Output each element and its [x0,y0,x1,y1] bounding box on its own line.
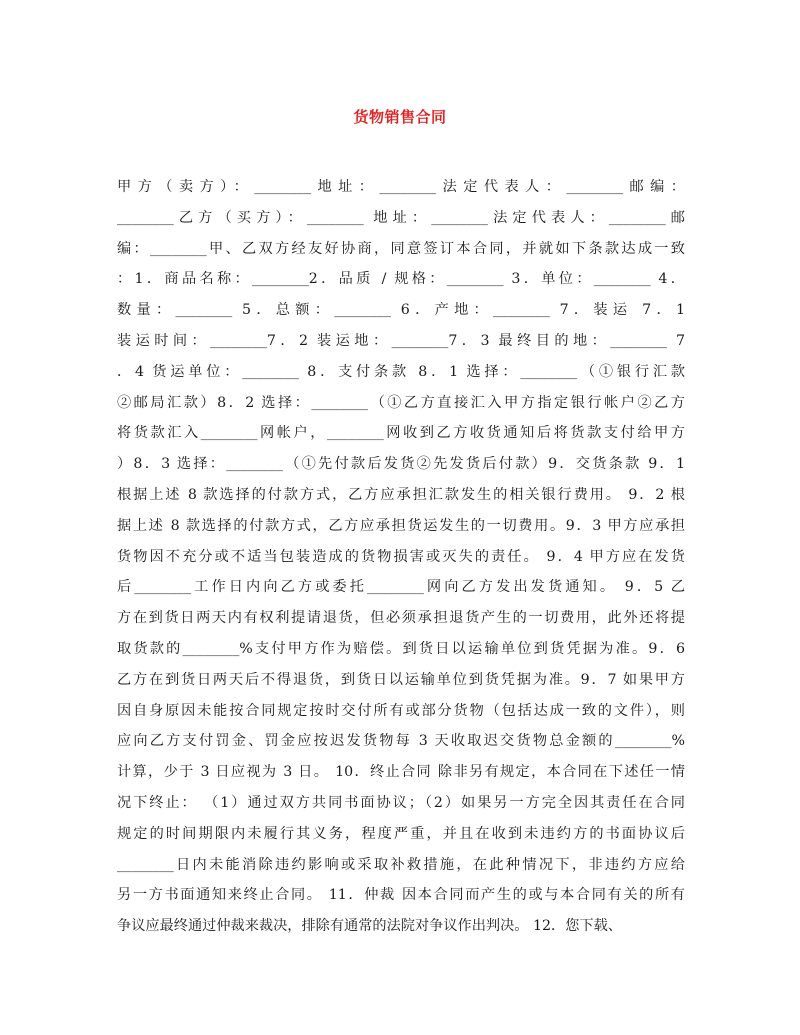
contract-line: 计算，少于 3 日应视为 3 日。 10．终止合同 除非另有规定，本合同在下述任一情 [117,764,685,781]
contract-line: ②邮局汇款）8．2 选择：________（①乙方直接汇入甲方指定银行帐户②乙方 [117,394,685,411]
contract-line: 将货款汇入________网帐户，________网收到乙方收货通知后将货款支付给甲方 [117,425,685,442]
contract-line: 甲方（卖方）：________地址：________法定代表人：________邮编： [117,179,685,195]
contract-line: 乙方在到货日两天后不得退货，到货日以运输单位到货凭据为准。9．7 如果甲方 [117,671,685,688]
contract-line: 后________工作日内向乙方或委托________网向乙方发出发货通知。 9．5 乙 [117,579,685,596]
contract-line: 争议应最终通过仲裁来裁决，排除有通常的法院对争议作出判决。 12．您下载、 [117,918,622,935]
contract-line: 装运时间：________7．2 装运地：________7．3 最终目的地：________ 7 [117,332,685,349]
contract-line: 况下终止： （1）通过双方共同书面协议；（2）如果另一方完全因其责任在合同 [117,794,685,811]
contract-line: 应向乙方支付罚金、罚金应按迟发货物每 3 天收取迟交货物总金额的________% [117,733,685,750]
contract-line: 取货款的________%支付甲方作为赔偿。到货日以运输单位到货凭据为准。9．6 [117,640,685,657]
contract-line: 据上述 8 款选择的付款方式，乙方应承担货运发生的一切费用。9．3 甲方应承担 [117,517,685,534]
document-title: 货物销售合同 [353,108,447,126]
contract-line: 方在到货日两天内有权利提请退货，但必须承担退货产生的一切费用，此外还将提 [117,610,685,627]
contract-line: ．4 货运单位：________ 8．支付条款 8．1 选择：________（①银行汇款 [117,363,685,380]
contract-line: ________乙方（买方）：________ 地址：________法定代表人：________邮 [117,209,685,226]
contract-line: 货物因不充分或不适当包装造成的货物损害或灭失的责任。 9．4 甲方应在发货 [117,548,685,565]
contract-body [117,172,685,942]
contract-line: ________日内未能消除违约影响或采取补救措施，在此种情况下，非违约方应给 [117,856,685,873]
contract-line: 数量：________ 5．总额：________ 6．产地：________ 7．装运 7．1 [117,302,685,319]
contract-line: 编：________甲、乙双方经友好协商，同意签订本合同，并就如下条款达成一致 [117,240,685,257]
contract-line: 另一方书面通知来终止合同。 11．仲裁 因本合同而产生的或与本合同有关的所有 [117,887,685,904]
contract-line: ：1．商品名称：________2．品质 / 规格：________ 3．单位：________ 4． [117,271,685,288]
contract-line: 因自身原因未能按合同规定按时交付所有或部分货物（包括达成一致的文件），则 [117,702,685,719]
contract-line: ）8．3 选择：________（①先付款后发货②先发货后付款）9．交货条款 9．1 [117,456,685,473]
contract-line: 根据上述 8 款选择的付款方式，乙方应承担汇款发生的相关银行费用。 9．2 根 [117,486,685,503]
contract-line: 规定的时间期限内未履行其义务，程度严重，并且在收到未违约方的书面协议后 [117,825,685,842]
